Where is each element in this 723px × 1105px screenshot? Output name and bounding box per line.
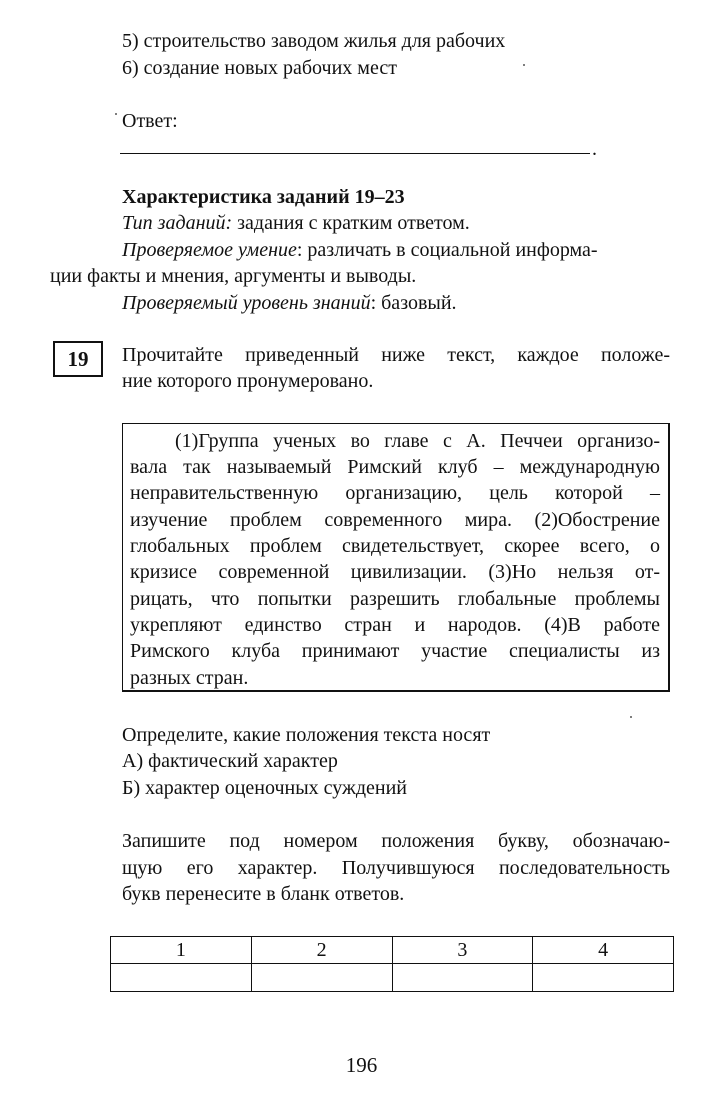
source-text-line-1: (1)Группа ученых во главе с А. Печчеи организо- <box>175 430 660 452</box>
task-type-line <box>122 210 470 236</box>
instruction-line-3: букв перенесите в бланк ответов. <box>122 883 405 905</box>
question-line-1: Определите, какие положения текста носят <box>122 724 491 746</box>
skill-value-1: : различать в социальной информа- <box>296 239 598 261</box>
source-text-line-4: изучение проблем современного мира. (2)Обострение <box>130 509 660 531</box>
source-text-line-10: разных стран. <box>130 667 249 689</box>
source-text-line-7: рицать, что попытки разрешить глобальные проблемы <box>130 588 660 610</box>
source-text-line-9: Римского клуба принимают участие специалисты из <box>130 640 660 662</box>
answer-table-header-row <box>111 937 674 964</box>
skill-label: Проверяемое умение <box>122 239 297 261</box>
answer-table-input-row <box>111 964 674 992</box>
answer-cell-4[interactable] <box>533 964 674 992</box>
characteristics-title: Характеристика заданий 19–23 <box>122 186 405 208</box>
source-text-line-3: неправительственную организацию, цель которой – <box>130 482 660 504</box>
question-option-a: А) фактический характер <box>122 750 338 772</box>
instruction-line-2: щую его характер. Получившуюся последовательность <box>122 857 670 879</box>
source-text-line-6: кризисе современной цивилизации. (3)Но нельзя от- <box>130 561 660 583</box>
option-5: 5) строительство заводом жилья для рабочих <box>122 30 506 52</box>
question-option-b: Б) характер оценочных суждений <box>122 777 407 799</box>
scan-speck <box>115 113 117 115</box>
answer-cell-2[interactable] <box>251 964 392 992</box>
source-text-line-2: вала так называемый Римский клуб – международную <box>130 456 660 478</box>
answer-table-header-2: 2 <box>251 937 392 964</box>
task-prompt-line-1: Прочитайте приведенный ниже текст, каждое положе- <box>122 344 670 366</box>
instruction-line-1: Запишите под номером положения букву, обозначаю- <box>122 830 670 852</box>
answer-cell-1[interactable] <box>111 964 252 992</box>
level-line <box>122 290 457 316</box>
answer-table-header-1: 1 <box>111 937 252 964</box>
scan-speck <box>630 716 632 718</box>
skill-line <box>122 237 598 263</box>
source-text-line-5: глобальных проблем свидетельствует, скорее всего, о <box>130 535 660 557</box>
task-type-value: задания с кратким ответом. <box>232 212 470 234</box>
answer-table-header-4: 4 <box>533 937 674 964</box>
answer-table <box>110 936 674 992</box>
answer-table-header-3: 3 <box>392 937 533 964</box>
answer-cell-3[interactable] <box>392 964 533 992</box>
answer-label: Ответ: <box>122 110 178 132</box>
skill-line-continued: ции факты и мнения, аргументы и выводы. <box>50 265 417 287</box>
level-value: : базовый. <box>370 292 457 314</box>
task-number-badge: 19 <box>53 341 103 377</box>
scan-speck <box>523 64 525 66</box>
task-type-label: Тип заданий: <box>122 212 233 234</box>
answer-blank-line[interactable] <box>120 153 590 154</box>
level-label: Проверяемый уровень знаний <box>122 292 371 314</box>
page-number: 196 <box>345 1053 378 1077</box>
option-6: 6) создание новых рабочих мест <box>122 57 397 79</box>
answer-end-dot: . <box>592 138 597 160</box>
source-text-line-8: укрепляют единство стран и народов. (4)В работе <box>130 614 660 636</box>
task-prompt-line-2: ние которого пронумеровано. <box>122 370 374 392</box>
